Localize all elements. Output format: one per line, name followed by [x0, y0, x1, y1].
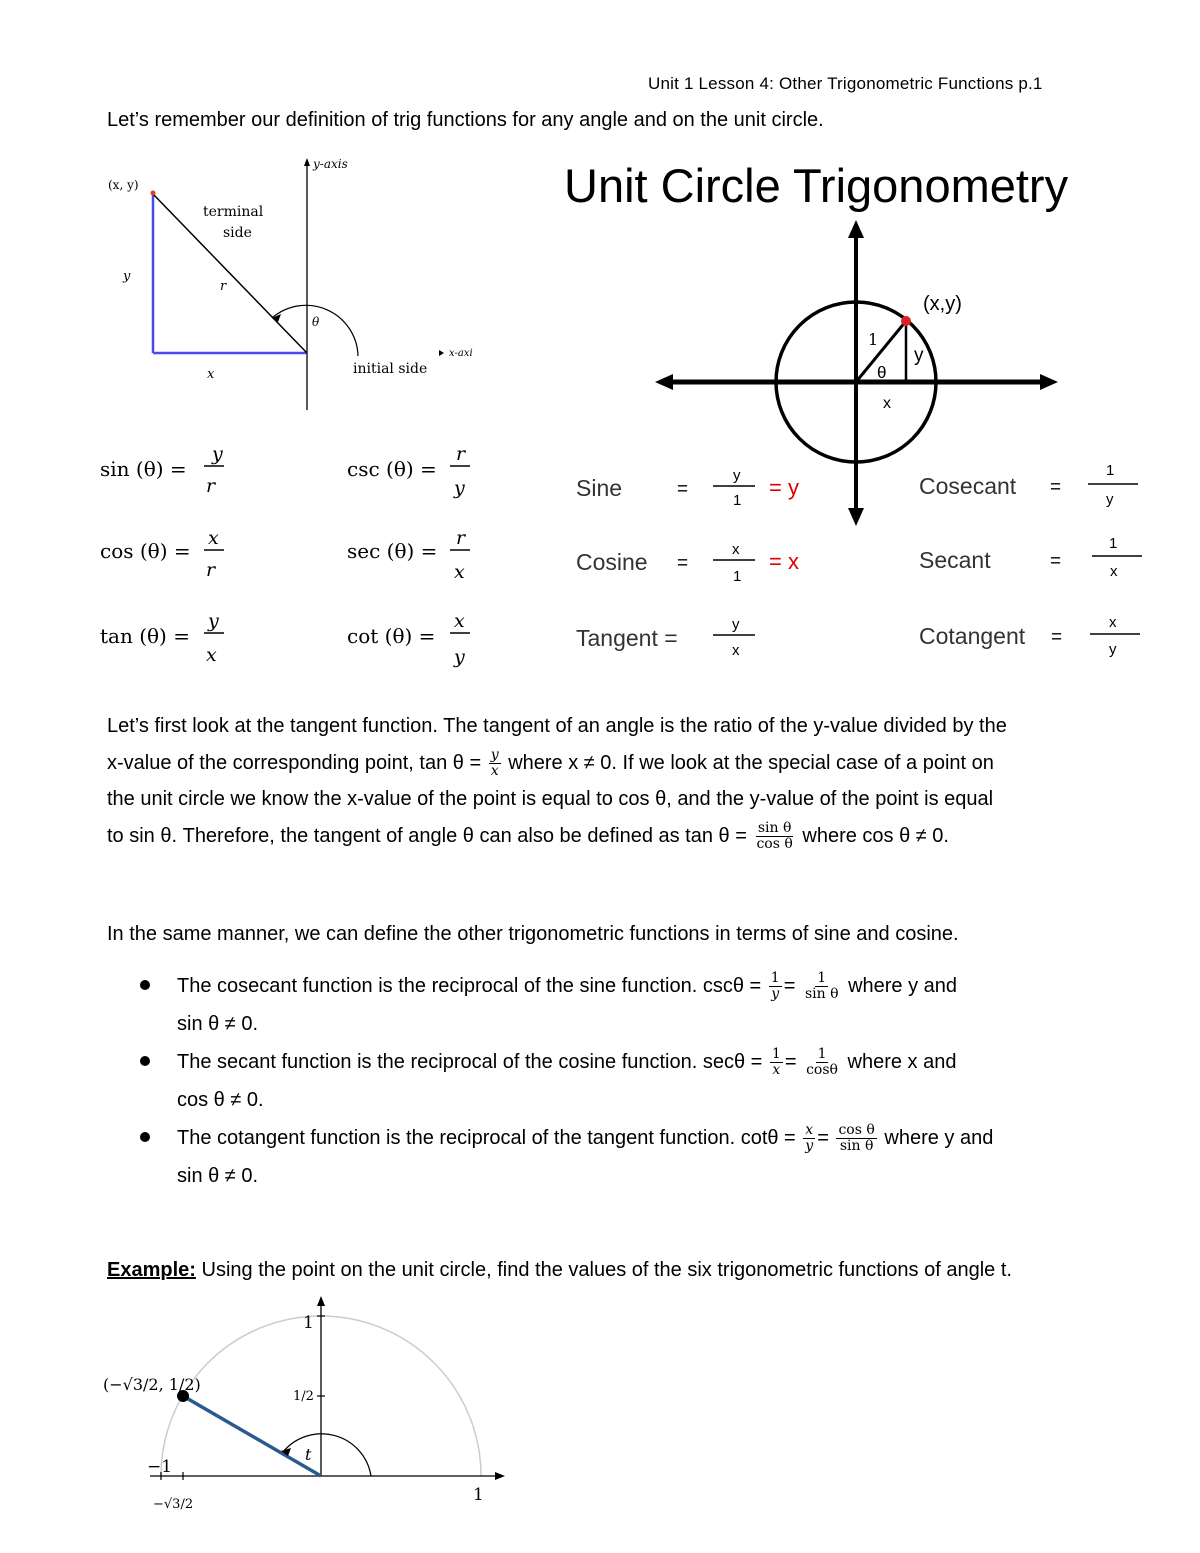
- svg-text:= x: = x: [769, 549, 799, 574]
- svg-text:Secant: Secant: [919, 547, 991, 573]
- svg-text:=: =: [677, 553, 689, 574]
- example-x-arrow: [495, 1472, 505, 1480]
- example-text: [107, 1252, 1107, 1289]
- uc-one-label: 1: [868, 330, 879, 349]
- tangent-line-2: x-value of the corresponding point, tan θ = $\frac{y}{x}$ where x ≠ 0. If we look at the special case of a point on: [107, 746, 994, 779]
- r-length-label: r: [220, 279, 227, 294]
- svg-text:=: =: [677, 479, 689, 500]
- terminal-label-2: side: [223, 225, 252, 241]
- def-csc: [347, 443, 470, 499]
- page-header: Unit 1 Lesson 4: Other Trigonometric Functions p.1: [648, 74, 1043, 93]
- x-length-label: x: [207, 367, 215, 382]
- terminal-label-1: terminal: [203, 204, 264, 220]
- svg-text:y: y: [454, 646, 465, 668]
- svg-text:r: r: [456, 527, 466, 549]
- unit-circle-graphic: [560, 150, 1150, 680]
- unit-circle-title: Unit Circle Trigonometry: [564, 159, 1069, 212]
- svg-text:1: 1: [733, 568, 742, 585]
- svg-text:y: y: [732, 616, 740, 633]
- svg-text:r: r: [456, 443, 466, 465]
- def-sec: [347, 527, 470, 583]
- list-item: The secant function is the reciprocal of the cosine function. secθ = $\frac{1}{x}$ = $\frac{1}{\cos\theta}$ where x and cos θ ≠ 0.: [140, 1043, 1100, 1119]
- svg-text:Tangent =: Tangent =: [576, 625, 678, 651]
- uc-row-tangent: [576, 616, 755, 659]
- label-one-x: 1: [473, 1485, 484, 1505]
- label-neg-sqrt3: −√3/2: [153, 1497, 194, 1512]
- svg-text:y: y: [212, 443, 223, 465]
- example-label: Example:: [107, 1259, 196, 1281]
- bullet-dot: [140, 980, 150, 990]
- svg-text:1: 1: [1109, 535, 1118, 552]
- y-length-label: y: [123, 269, 131, 284]
- y-axis-arrow: [304, 158, 310, 166]
- uc-x-label: x: [883, 395, 891, 412]
- svg-text:x: x: [454, 610, 465, 632]
- svg-text:cot (θ) =: cot (θ) =: [347, 624, 436, 648]
- intro-text: Let’s remember our definition of trig functions for any angle and on the unit circle.: [107, 109, 824, 131]
- bullet-dot: [140, 1132, 150, 1142]
- reciprocal-list: [140, 967, 1100, 1195]
- label-half: 1/2: [293, 1389, 314, 1404]
- svg-text:r: r: [206, 475, 216, 497]
- svg-text:=: =: [1051, 627, 1063, 648]
- svg-text:x: x: [206, 644, 217, 666]
- svg-text:Cosecant: Cosecant: [919, 473, 1017, 499]
- tangent-line-1: Let’s first look at the tangent function. The tangent of an angle is the ratio of the y-value divided by the: [107, 715, 1007, 737]
- uc-x-arrow-right: [1040, 374, 1058, 390]
- tangent-line-4: to sin θ. Therefore, the tangent of angle θ can also be defined as tan θ = $\frac{\text{sin θ}}{\text{cos θ}}$ where cos θ ≠ 0.: [107, 819, 949, 852]
- theta-label: θ: [312, 315, 320, 329]
- uc-theta-label: θ: [877, 363, 887, 382]
- label-neg-one: −1: [147, 1457, 173, 1477]
- uc-row-secant: [919, 535, 1142, 580]
- svg-text:y: y: [208, 610, 219, 632]
- tangent-fraction-yx: $\frac{y}{x}$: [490, 746, 499, 779]
- svg-text:y: y: [1109, 641, 1117, 658]
- initial-side-label: initial side: [353, 361, 428, 377]
- x-axis-label: x-axi: [449, 348, 473, 359]
- uc-row-cosecant: [919, 462, 1138, 508]
- svg-text:x: x: [1110, 563, 1118, 580]
- point-marker: [151, 191, 156, 196]
- def-cot: [347, 610, 470, 668]
- def-cos: [100, 527, 224, 581]
- svg-text:x: x: [732, 541, 740, 558]
- svg-text:x: x: [208, 527, 219, 549]
- uc-point: [901, 316, 911, 326]
- svg-text:tan (θ) =: tan (θ) =: [100, 624, 190, 648]
- uc-row-cosine: [576, 541, 799, 585]
- svg-text:1: 1: [1106, 462, 1115, 479]
- example-graph: [95, 1290, 525, 1553]
- tangent-fraction-sincos: $\frac{\text{sin θ}}{\text{cos θ}}$: [756, 819, 793, 852]
- label-t: t: [305, 1445, 312, 1464]
- list-item: The cosecant function is the reciprocal of the sine function. cscθ = $\frac{1}{y}$ = $\frac{1}{\text{sin θ}}$ where y and sin θ ≠ 0.: [140, 967, 1100, 1043]
- y-axis-label: y-axis: [313, 157, 348, 171]
- bullet-dot: [140, 1056, 150, 1066]
- svg-text:x: x: [1109, 614, 1117, 631]
- same-manner-text: In the same manner, we can define the other trigonometric functions in terms of sine and cosine.: [107, 923, 959, 945]
- svg-text:=: =: [1050, 551, 1062, 572]
- svg-text:sec (θ) =: sec (θ) =: [347, 539, 438, 563]
- svg-text:y: y: [454, 477, 465, 499]
- svg-text:Cosine: Cosine: [576, 549, 648, 575]
- svg-text:x: x: [454, 561, 465, 583]
- svg-text:sin (θ) =: sin (θ) =: [100, 457, 187, 481]
- uc-row-cotangent: [919, 614, 1140, 658]
- uc-y-label: y: [914, 345, 924, 366]
- def-tan: [100, 610, 224, 666]
- uc-y-arrow-up: [848, 220, 864, 238]
- svg-text:=: =: [1050, 477, 1062, 498]
- list-item: The cotangent function is the reciprocal of the tangent function. cotθ = $\frac{x}{y}$ = $\frac{\text{cos θ}}{\text{sin θ}}$ where y and sin θ ≠ 0.: [140, 1119, 1100, 1195]
- tangent-paragraph: [107, 708, 1107, 854]
- svg-text:Sine: Sine: [576, 475, 623, 501]
- point-label: (x, y): [108, 178, 139, 192]
- angle-diagram: [95, 150, 505, 415]
- uc-point-label: (x,y): [923, 293, 962, 315]
- example-body: Using the point on the unit circle, find the values of the six trigonometric functions of angle t.: [201, 1259, 1012, 1281]
- uc-y-arrow-down: [848, 508, 864, 526]
- example-angle-arc: [283, 1434, 371, 1476]
- svg-text:x: x: [732, 642, 740, 659]
- example-point-label: (−√3/2, 1/2): [103, 1375, 201, 1394]
- x-axis-arrow: [439, 350, 444, 356]
- uc-row-sine: [576, 467, 799, 509]
- definitions-block: [95, 438, 495, 678]
- svg-text:y: y: [1106, 491, 1114, 508]
- example-y-arrow: [317, 1296, 325, 1306]
- svg-text:csc (θ) =: csc (θ) =: [347, 457, 437, 481]
- def-sin: [100, 443, 224, 497]
- svg-text:y: y: [733, 467, 741, 484]
- svg-text:cos (θ) =: cos (θ) =: [100, 539, 191, 563]
- uc-x-arrow-left: [655, 374, 673, 390]
- example-terminal-segment: [183, 1396, 321, 1476]
- svg-text:Cotangent: Cotangent: [919, 623, 1026, 649]
- label-one-y: 1: [303, 1313, 314, 1333]
- svg-text:1: 1: [733, 492, 742, 509]
- tangent-line-3: the unit circle we know the x-value of the point is equal to cos θ, and the y-value of the point is equal: [107, 788, 994, 810]
- svg-text:= y: = y: [769, 475, 799, 500]
- svg-text:r: r: [206, 559, 216, 581]
